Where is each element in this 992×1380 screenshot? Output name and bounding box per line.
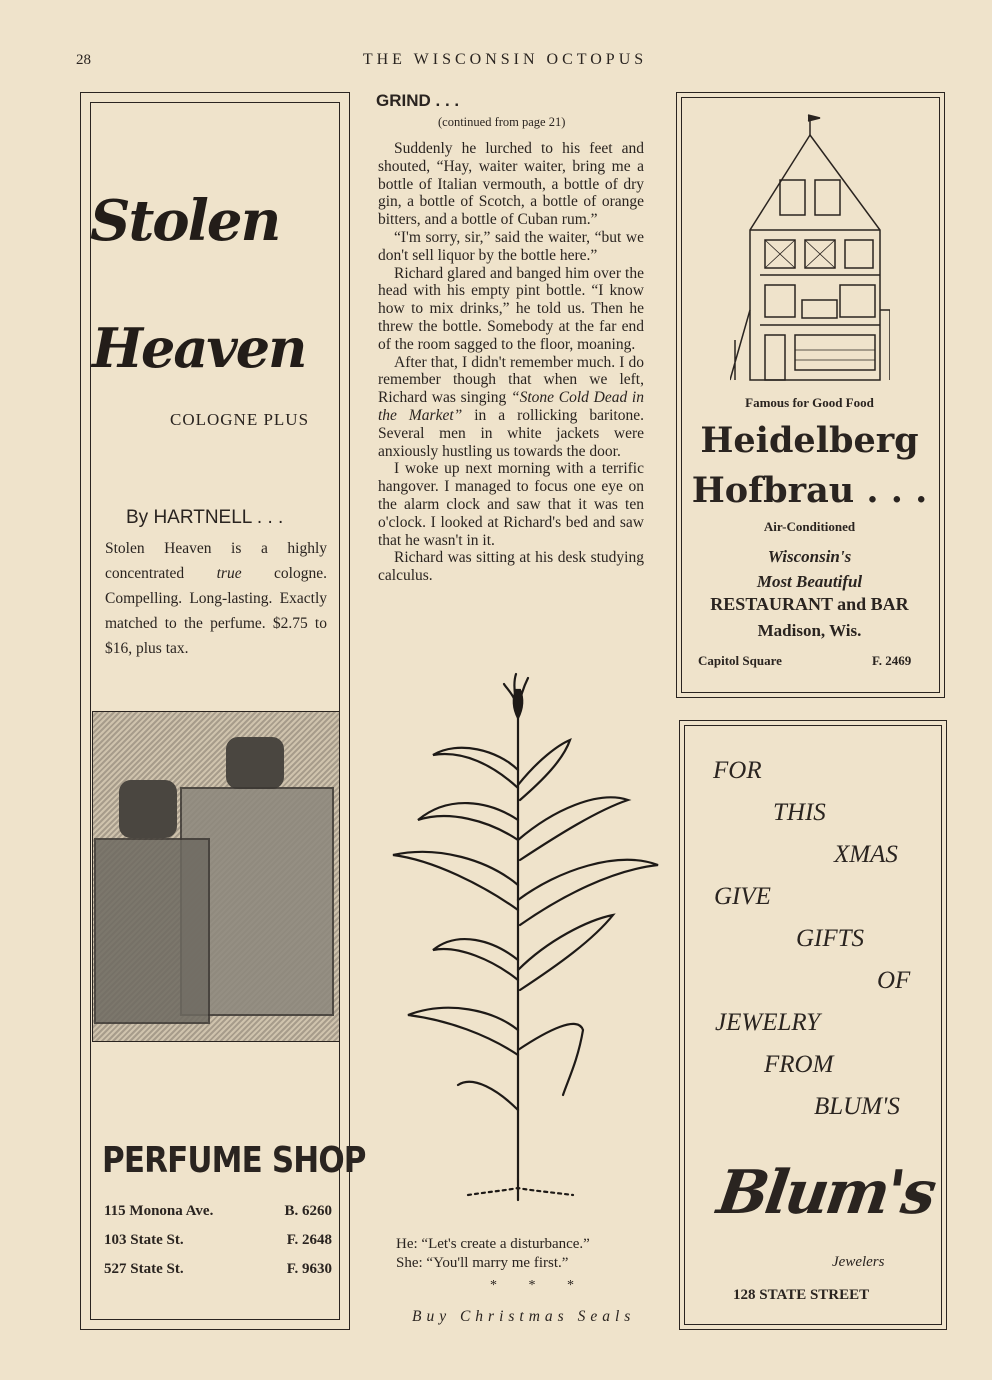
caption-line-he: He: “Let's create a disturbance.” bbox=[396, 1236, 590, 1252]
ad-byline: By HARTNELL . . . bbox=[126, 507, 284, 528]
magazine-header: THE WISCONSIN OCTOPUS bbox=[362, 51, 648, 68]
p4-text-1: After that, I didn't remember much. I do remember though that when we left, Richard was singing bbox=[378, 353, 644, 407]
ad-line: BLUM'S bbox=[814, 1093, 900, 1120]
article-paragraph: Richard was sitting at his desk studying calculus. bbox=[378, 549, 644, 585]
article-paragraph: Richard glared and banged him over the head with his empty pint bottle. “I know how to mix drinks,” he told us. Then he threw the bottle. Somebody at the far end of the room sagged to the floor, moaning. bbox=[378, 264, 644, 353]
continued-note: (continued from page 21) bbox=[438, 115, 566, 129]
cartoon-caption bbox=[396, 1235, 590, 1273]
song-title: “Stone Cold Dead in the Market” bbox=[378, 389, 644, 424]
article-paragraph bbox=[378, 354, 644, 461]
restaurant-location: Capitol Square bbox=[698, 653, 782, 668]
christmas-seals-note: Buy Christmas Seals bbox=[412, 1308, 636, 1325]
page-number: 28 bbox=[76, 52, 91, 68]
ad-line: GIFTS bbox=[796, 925, 865, 952]
corn-plant-drawing-icon bbox=[388, 670, 663, 1210]
blums-address: 128 STATE STREET bbox=[733, 1287, 870, 1303]
desc-text-2: cologne. Compelling. Long-lasting. Exactly matched to the perfume. $2.75 to $16, plus tax. bbox=[105, 565, 327, 657]
location-phone: F. 9630 bbox=[286, 1261, 332, 1277]
shop-locations bbox=[104, 1197, 332, 1284]
article-paragraph: I woke up next morning with a terrific hangover. I managed to focus one eye on the alarm clock and saw that it was ten o'clock. I looked at Richard's bed and saw that he wasn't in it. bbox=[378, 460, 644, 549]
slogan-line2: Most Beautiful bbox=[756, 572, 863, 591]
desc-text-1: Stolen Heaven is a highly concentrated bbox=[105, 540, 327, 582]
ad-script-title-line1: Stolen bbox=[90, 188, 280, 254]
location-row bbox=[104, 1197, 332, 1226]
ad-line: JEWELRY bbox=[715, 1009, 821, 1036]
ad-description bbox=[105, 536, 327, 661]
restaurant-slogan bbox=[676, 544, 943, 594]
section-divider-stars: * * * bbox=[490, 1278, 588, 1293]
ad-script-title-line2: Heaven bbox=[92, 316, 306, 380]
bottle-cap bbox=[226, 737, 284, 789]
shop-name: PERFUME SHOP bbox=[102, 1140, 366, 1181]
caption-line-she: She: “You'll marry me first.” bbox=[396, 1255, 569, 1271]
location-address: 115 Monona Ave. bbox=[104, 1203, 214, 1219]
location-row bbox=[104, 1255, 332, 1284]
article-paragraph: Suddenly he lurched to his feet and shouted, “Hay, waiter waiter, bring me a bottle of Italian vermouth, a bottle of dry gin, a bottle of Scotch, a bottle of orange bitters, and a bottle of Cuban rum.” bbox=[378, 140, 644, 229]
tudor-building-drawing-icon bbox=[730, 110, 890, 385]
location-row bbox=[104, 1226, 332, 1255]
ad-line: FOR bbox=[713, 757, 762, 784]
location-address: 103 State St. bbox=[104, 1232, 184, 1248]
article-title: GRIND . . . bbox=[376, 91, 460, 110]
location-phone: B. 6260 bbox=[284, 1203, 332, 1219]
restaurant-tagline: Famous for Good Food bbox=[745, 395, 874, 410]
slogan-line1: Wisconsin's bbox=[767, 547, 852, 566]
desc-italic: true bbox=[216, 565, 242, 582]
ad-line: XMAS bbox=[834, 841, 898, 868]
restaurant-name-line2: Hofbrau . . . bbox=[691, 470, 928, 511]
article-paragraph: “I'm sorry, sir,” said the waiter, “but we don't sell liquor by the bottle here.” bbox=[378, 228, 644, 264]
location-address: 527 State St. bbox=[104, 1261, 184, 1277]
perfume-bottle bbox=[94, 838, 210, 1024]
ad-line: THIS bbox=[773, 799, 826, 826]
restaurant-name-line1: Heidelberg bbox=[700, 420, 919, 461]
location-phone: F. 2648 bbox=[286, 1232, 332, 1248]
restaurant-phone: F. 2469 bbox=[872, 653, 912, 668]
blums-subtitle: Jewelers bbox=[832, 1254, 885, 1270]
ad-line: GIVE bbox=[714, 883, 771, 910]
ad-line: FROM bbox=[764, 1051, 834, 1078]
article-body bbox=[378, 140, 644, 585]
aircond-note: Air-Conditioned bbox=[763, 519, 856, 534]
bottle-cap bbox=[119, 780, 177, 838]
restaurant-city: Madison, Wis. bbox=[757, 621, 862, 640]
ad-line: OF bbox=[877, 967, 911, 994]
ad-subtitle: COLOGNE PLUS bbox=[170, 410, 310, 429]
blums-logo: Blum's bbox=[713, 1158, 938, 1228]
p4-text-2: in a rollicking baritone. Several men in white jackets were anxiously hustling us towards the door. bbox=[378, 406, 644, 460]
restaurant-type: RESTAURANT and BAR bbox=[710, 594, 909, 614]
